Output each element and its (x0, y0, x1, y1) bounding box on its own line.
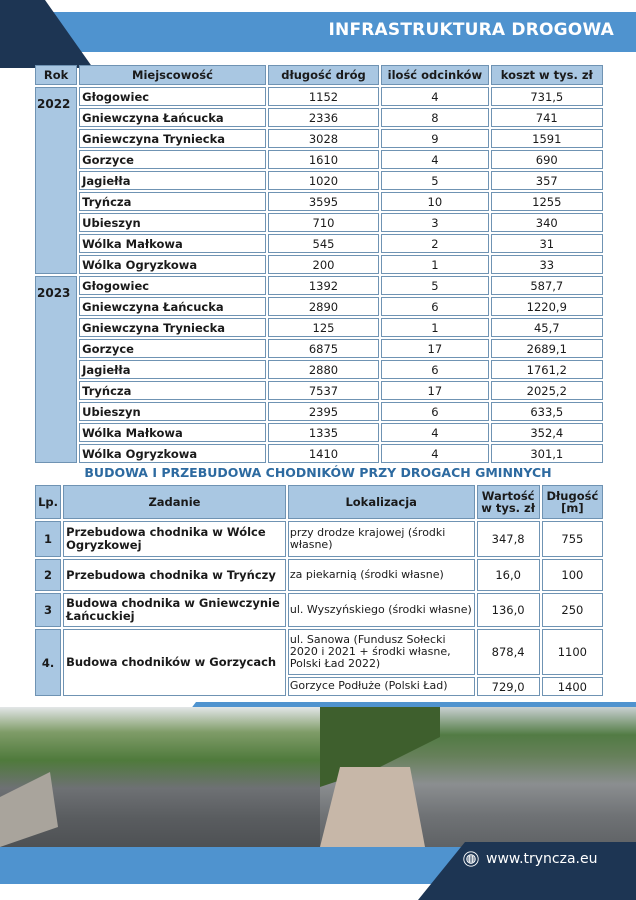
cell-cost: 301,1 (491, 444, 603, 463)
cell-length: 710 (268, 213, 379, 232)
cell-length: 3595 (268, 192, 379, 211)
cell-value: 16,0 (477, 559, 540, 591)
cell-length: 250 (542, 593, 603, 627)
cell-place: Wólka Ogryzkowa (79, 255, 266, 274)
cell-cost: 33 (491, 255, 603, 274)
table-row (35, 129, 603, 148)
cell-sections: 17 (381, 339, 488, 358)
cell-place: Gorzyce (79, 150, 266, 169)
cell-cost: 1220,9 (491, 297, 603, 316)
table-row (35, 423, 603, 442)
table-header-row (35, 65, 603, 85)
cell-sections: 3 (381, 213, 488, 232)
table-row (35, 444, 603, 463)
col-header-task: Zadanie (63, 485, 286, 519)
cell-place: Tryńcza (79, 381, 266, 400)
cell-place: Głogowiec (79, 87, 266, 106)
cell-task: Budowa chodnika w Gniewczynie Łańcuckiej (63, 593, 286, 627)
cell-length: 755 (542, 521, 603, 557)
cell-task: Budowa chodników w Gorzycach (63, 629, 286, 696)
cell-cost: 2025,2 (491, 381, 603, 400)
cell-sections: 8 (381, 108, 488, 127)
cell-place: Jagiełła (79, 171, 266, 190)
col-header-year: Rok (35, 65, 77, 85)
cell-place: Wólka Ogryzkowa (79, 444, 266, 463)
cell-place: Głogowiec (79, 276, 266, 295)
cell-length: 2880 (268, 360, 379, 379)
table-row (35, 629, 603, 675)
cell-sections: 1 (381, 255, 488, 274)
cell-cost: 357 (491, 171, 603, 190)
cell-place: Wólka Małkowa (79, 423, 266, 442)
cell-location: ul. Wyszyńskiego (środki własne) (288, 593, 475, 627)
cell-task: Przebudowa chodnika w Tryńczy (63, 559, 286, 591)
cell-year: 2022 (35, 87, 77, 274)
photo-new-sidewalk-street (320, 707, 636, 847)
cell-place: Wólka Małkowa (79, 234, 266, 253)
table-row (35, 339, 603, 358)
table-row (35, 318, 603, 337)
cell-cost: 633,5 (491, 402, 603, 421)
table-row (35, 150, 603, 169)
cell-length: 3028 (268, 129, 379, 148)
cell-sections: 4 (381, 150, 488, 169)
table-row (35, 360, 603, 379)
sidewalks-table (33, 483, 605, 698)
cell-cost: 741 (491, 108, 603, 127)
table-header-row (35, 485, 603, 519)
cell-cost: 352,4 (491, 423, 603, 442)
cell-lp: 2 (35, 559, 61, 591)
col-header-length: długość dróg (268, 65, 379, 85)
cell-location: ul. Sanowa (Fundusz Sołecki 2020 i 2021 + środki własne, Polski Ład 2022) (288, 629, 475, 675)
cell-cost: 587,7 (491, 276, 603, 295)
table-row (35, 402, 603, 421)
roads-table (33, 63, 605, 465)
table-row (35, 171, 603, 190)
cell-sections: 6 (381, 402, 488, 421)
cell-sections: 1 (381, 318, 488, 337)
cell-value: 729,0 (477, 677, 540, 696)
cell-place: Gniewczyna Tryniecka (79, 129, 266, 148)
cell-place: Ubieszyn (79, 402, 266, 421)
cell-location: za piekarnią (środki własne) (288, 559, 475, 591)
cell-sections: 6 (381, 360, 488, 379)
table-row (35, 297, 603, 316)
col-header-place: Miejscowość (79, 65, 266, 85)
cell-lp: 1 (35, 521, 61, 557)
sidewalks-section-title: BUDOWA I PRZEBUDOWA CHODNIKÓW PRZY DROGACH GMINNYCH (84, 465, 552, 480)
table-row (35, 213, 603, 232)
photo-sidewalk (0, 767, 60, 847)
cell-cost: 1591 (491, 129, 603, 148)
cell-sections: 4 (381, 423, 488, 442)
cell-length: 125 (268, 318, 379, 337)
cell-cost: 340 (491, 213, 603, 232)
cell-length: 1100 (542, 629, 603, 675)
cell-length: 2336 (268, 108, 379, 127)
col-header-sections: ilość odcinków (381, 65, 488, 85)
cell-place: Gniewczyna Tryniecka (79, 318, 266, 337)
table-row (35, 87, 603, 106)
table-row (35, 521, 603, 557)
cell-value: 136,0 (477, 593, 540, 627)
cell-cost: 1255 (491, 192, 603, 211)
table-row (35, 108, 603, 127)
cell-length: 100 (542, 559, 603, 591)
cell-sections: 10 (381, 192, 488, 211)
cell-lp: 4. (35, 629, 61, 696)
table-row (35, 255, 603, 274)
cell-cost: 2689,1 (491, 339, 603, 358)
cell-sections: 5 (381, 171, 488, 190)
cell-place: Tryńcza (79, 192, 266, 211)
table-row (35, 559, 603, 591)
cell-length: 1400 (542, 677, 603, 696)
cell-sections: 5 (381, 276, 488, 295)
table-row (35, 593, 603, 627)
cell-length: 200 (268, 255, 379, 274)
cell-length: 2890 (268, 297, 379, 316)
cell-place: Jagiełła (79, 360, 266, 379)
cell-sections: 6 (381, 297, 488, 316)
cell-year: 2023 (35, 276, 77, 463)
cell-cost: 45,7 (491, 318, 603, 337)
col-header-lp: Lp. (35, 485, 61, 519)
cell-length: 1335 (268, 423, 379, 442)
col-header-value: Wartość w tys. zł (477, 485, 540, 519)
cell-length: 1020 (268, 171, 379, 190)
col-header-length: Długość [m] (542, 485, 603, 519)
cell-sections: 17 (381, 381, 488, 400)
cell-length: 1152 (268, 87, 379, 106)
table-row (35, 192, 603, 211)
cell-cost: 731,5 (491, 87, 603, 106)
cell-task: Przebudowa chodnika w Wólce Ogryzkowej (63, 521, 286, 557)
cell-value: 878,4 (477, 629, 540, 675)
website-link[interactable] (463, 851, 597, 867)
cell-lp: 3 (35, 593, 61, 627)
cell-cost: 31 (491, 234, 603, 253)
cell-length: 6875 (268, 339, 379, 358)
cell-place: Gniewczyna Łańcucka (79, 108, 266, 127)
cell-place: Gorzyce (79, 339, 266, 358)
cell-length: 7537 (268, 381, 379, 400)
cell-place: Gniewczyna Łańcucka (79, 297, 266, 316)
cell-length: 545 (268, 234, 379, 253)
table-row (35, 234, 603, 253)
cell-length: 2395 (268, 402, 379, 421)
col-header-location: Lokalizacja (288, 485, 475, 519)
page-title: INFRASTRUKTURA DROGOWA (328, 20, 614, 40)
col-header-cost: koszt w tys. zł (491, 65, 603, 85)
cell-sections: 9 (381, 129, 488, 148)
cell-location: Gorzyce Podłuże (Polski Ład) (288, 677, 475, 696)
website-url[interactable]: www.tryncza.eu (486, 851, 598, 867)
photo-new-road-curve (0, 707, 320, 847)
cell-length: 1610 (268, 150, 379, 169)
cell-sections: 2 (381, 234, 488, 253)
cell-length: 1392 (268, 276, 379, 295)
cell-cost: 690 (491, 150, 603, 169)
cell-cost: 1761,2 (491, 360, 603, 379)
cell-value: 347,8 (477, 521, 540, 557)
table-row (35, 381, 603, 400)
cell-length: 1410 (268, 444, 379, 463)
cell-location: przy drodze krajowej (środki własne) (288, 521, 475, 557)
cell-place: Ubieszyn (79, 213, 266, 232)
cell-sections: 4 (381, 444, 488, 463)
globe-icon (463, 851, 479, 867)
table-row (35, 276, 603, 295)
cell-sections: 4 (381, 87, 488, 106)
